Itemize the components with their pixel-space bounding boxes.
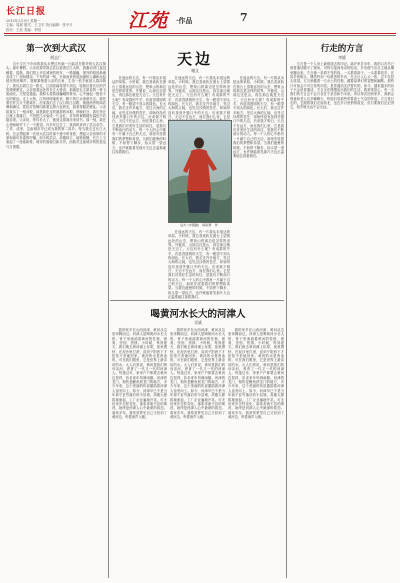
article-author: 胡志广 [50,55,62,60]
section-subtitle: ·作品 [176,16,193,25]
article-author: 谢文 [191,68,199,73]
article-paragraph: 方言是一个人身上最难抹去的印记。离开家乡多年，我的口音早已被普通话磨平了棱角，可每当接到母亲的电话，乡音便不由自主地从嘴里蹦出来。方言像一条看不见的线，一头系着游子，一头系着故乡。在异乡的街头，偶然听到一句熟悉的乡音，总会让人心头一热，忍不住回头张望。方言里藏着一方水土的性格，藏着祖辈们的智慧和幽默。那些只可意会不可言传的词语，是普通话无法替代的。如今，越来越多的孩子只会说普通话，方言正在慢慢淡出我们的生活。我常常担心，有一天我们的方言会不会只存在于录音和书本里。所以每次回到家乡，我都会刻意和老人们多聊聊天，听他们讲那些带着泥土气息的老话。方言是行走的，它跟着我们走南闯北，也在岁月里悄悄改变，但只要我们还记得它，故乡就永远不会走远。 [290,62,394,110]
article-paragraph: 在遥远的天边，有一片我从未抵达的草原。小时候，我总喜欢趴在窗台上望着远处的山峦，想象山的那边是怎样的世界。外婆说，山那边还是山，再往那边就是天边了。天边有什么呢？有成群的牛羊，有蓝得透明的天空，有一眼望不到头的绿色。长大后，我走过许多地方，见过大海的辽阔，也见过沙漠的苍茫，却始终没有找到外婆口中的天边。后来我才明白，天边不在远方，而在我们心里。它是我们对美好生活的向往，是我们不断前行的动力。每一个人的心中都有一片属于自己的天边，那里安放着我们的梦想和希望。当我们疲惫的时候，不妨停下脚步，抬头望一望远方，也许就能看见那片天边正温柔地注视着我们。 [112,76,166,154]
painting-caption: 远方 (中国画) 杨雨青 作 [180,223,218,227]
header-divider [4,33,396,34]
article-title: 天边 [176,50,213,68]
header-divider-thin [4,35,396,36]
section-title: 江苑 [128,10,169,32]
article-body-continued [168,230,230,298]
article-body [112,328,167,578]
column-divider [108,38,109,578]
newspaper-logo: 长江日报 [6,7,47,17]
article-body [6,62,106,578]
article-title: 行走的方言 [320,44,364,54]
article-body-continued [233,76,284,298]
article-paragraph: 我的家乡在山西河津，黄河从这里奔腾而过。河津人是喝黄河水长大的，骨子里流淌着黄河的性格，豪爽、坚韧、热情。小时候，每到夏天，我们就去黄河滩上玩耍，捉鱼摸虾，在泥沙里打滚，直到夕阳西下才依依不舍地回家。黄河的水是浑浊的，可在我们眼里，它是世界上最亲切的水。大人们常说，黄河是我们的母亲河，养育了一代又一代的河津人。每逢过年，家家户户都要去黄河边祭拜，祈求来年风调雨顺。河津的龙门，相传是鲤鱼跃龙门的地方，多少年来，这个美丽的传说激励着河津人奋发向上。如今，河津早已不是当年那个贫穷落后的小县城，高楼大厦拔地而起，工厂企业遍地开花。可无论家乡怎样变化，那条奔流不息的黄河，始终是河津人心中最深的眷恋。离家多年，我常常梦见自己又回到了黄河边，听着涛声入睡。 [112,328,167,419]
page-number: 7 [240,11,248,24]
article-body-continued [170,328,225,578]
article-body-continued [168,76,230,118]
article-paragraph: 我的家乡在山西河津，黄河从这里奔腾而过。河津人是喝黄河水长大的，骨子里流淌着黄河的性格，豪爽、坚韧、热情。小时候，每到夏天，我们就去黄河滩上玩耍，捉鱼摸虾，在泥沙里打滚，直到夕阳西下才依依不舍地回家。黄河的水是浑浊的，可在我们眼里，它是世界上最亲切的水。大人们常说，黄河是我们的母亲河，养育了一代又一代的河津人。每逢过年，家家户户都要去黄河边祭拜，祈求来年风调雨顺。河津的龙门，相传是鲤鱼跃龙门的地方，多少年来，这个美丽的传说激励着河津人奋发向上。如今，河津早已不是当年那个贫穷落后的小县城，高楼大厦拔地而起，工厂企业遍地开花。可无论家乡怎样变化，那条奔流不息的黄河，始终是河津人心中最深的眷恋。离家多年，我常常梦见自己又回到了黄河边，听着涛声入睡。 [170,328,225,419]
article-paragraph: 我的家乡在山西河津，黄河从这里奔腾而过。河津人是喝黄河水长大的，骨子里流淌着黄河的性格，豪爽、坚韧、热情。小时候，每到夏天，我们就去黄河滩上玩耍，捉鱼摸虾，在泥沙里打滚，直到夕阳西下才依依不舍地回家。黄河的水是浑浊的，可在我们眼里，它是世界上最亲切的水。大人们常说，黄河是我们的母亲河，养育了一代又一代的河津人。每逢过年，家家户户都要去黄河边祭拜，祈求来年风调雨顺。河津的龙门，相传是鲤鱼跃龙门的地方，多少年来，这个美丽的传说激励着河津人奋发向上。如今，河津早已不是当年那个贫穷落后的小县城，高楼大厦拔地而起，工厂企业遍地开花。可无论家乡怎样变化，那条奔流不息的黄河，始终是河津人心中最深的眷恋。离家多年，我常常梦见自己又回到了黄河边，听着涛声入睡。 [228,328,284,419]
article-paragraph: 在遥远的天边，有一片我从未抵达的草原。小时候，我总喜欢趴在窗台上望着远处的山峦，想象山的那边是怎样的世界。外婆说，山那边还是山，再往那边就是天边了。天边有什么呢？有成群的牛羊，有蓝得透明的天空，有一眼望不到头的绿色。长大后，我走过许多地方，见过大海的辽阔，也见过沙漠的苍茫，却始终没有找到外婆口中的天边。后来我才明白，天边不在远方，而在我们心里。它是我们对美好生活的向往，是我们不断前行的动力。每一个人的心中都有一片属于自己的天边，那里安放着我们的梦想和希望。当我们疲惫的时候，不妨停下脚步，抬头望一望远方，也许就能看见那片天边正温柔地注视着我们。 [168,230,230,300]
article-paragraph: 自小生长于乡间的我从未想过有朝一日能站在繁华的大武汉街头。那年暑假，父亲说要带我去武汉看看长江大桥，我激动得几夜没睡着。清晨，我们搭上开往城里的班车，一路颠簸，窗外的稻田渐渐变成了厂房和楼房。下车的那一刻，扑面而来的是汹涌的人潮和此起彼伏的吆喝声，我紧紧拽着父亲的衣角，生怕一松手就被人群冲散了。我们沿着江边一路走，江面宽阔得望不到边，轮船拉着长长的汽笛缓缓驶过。父亲指着远处的长江大桥说，那就是毛主席说的一桥飞架南北，天堑变通途。我仰头看着那巍峨的桥身，心中涌起一股说不出的豪迈。走上大桥，江风呼呼地吹来，脚下的江水滚滚东去，我扶着栏杆久久不愿离开。后来我们去了汉口的江汉路，街道两旁的商店琳琅满目，霓虹灯招牌闪烁着五颜六色的光，我看得眼花缭乱。父亲给我买了一根冰棍，那是我吃过的最甜的冰棍。傍晚时分，我们坐在江滩上看落日，夕阳把江水染成一片金红，对岸的黄鹤楼在暮色中若隐若现。父亲说，等你长大了，就到这座城市来读书。那一刻，我在心里暗暗许下了一个愿望。许多年过去了，我真的来到了武汉求学、工作、成家，这座城市早已成为我的第二故乡。每当我走过长江大桥，总会想起第一次到大武汉时那个瘦小的身影，想起父亲宽厚的手掌和那句朴素的叮嘱。如今的武汉，高楼林立，地铁纵横，长江上又架起了一座座新桥，城市的面貌日新月异，而我对这座城市的热爱也与日俱增。 [6,62,106,149]
column-divider [286,38,287,578]
article-paragraph: 在遥远的天边，有一片我从未抵达的草原。小时候，我总喜欢趴在窗台上望着远处的山峦，想象山的那边是怎样的世界。外婆说，山那边还是山，再往那边就是天边了。天边有什么呢？有成群的牛羊，有蓝得透明的天空，有一眼望不到头的绿色。长大后，我走过许多地方，见过大海的辽阔，也见过沙漠的苍茫，却始终没有找到外婆口中的天边。后来我才明白，天边不在远方，而在我们心里。它是我们对美好生活的向往，是我们不断前行的动力。每一个人的心中都有一片属于自己的天边，那里安放着我们的梦想和希望。当我们疲惫的时候，不妨停下脚步，抬头望一望远方，也许就能看见那片天边正温柔地注视着我们。 [233,76,284,159]
article-body [290,62,394,578]
article-author: 吴斌 [194,320,202,325]
meta-line: 校对：王浩 美编：李阳 [6,27,41,32]
article-author: 李媛 [338,55,346,60]
section-divider [110,300,284,301]
issue-meta [6,19,116,32]
painting-image [168,120,232,223]
article-body [112,76,166,298]
article-body-continued [228,328,284,578]
article-title: 喝黄河水长大的河津人 [150,309,246,320]
article-paragraph: 在遥远的天边，有一片我从未抵达的草原。小时候，我总喜欢趴在窗台上望着远处的山峦，想象山的那边是怎样的世界。外婆说，山那边还是山，再往那边就是天边了。天边有什么呢？有成群的牛羊，有蓝得透明的天空，有一眼望不到头的绿色。长大后，我走过许多地方，见过大海的辽阔，也见过沙漠的苍茫，却始终没有找到外婆口中的天边。后来我才明白，天边不在远方，而在我们心里。它是 [168,76,230,120]
article-title: 第一次到大武汉 [26,44,86,54]
meta-line: 主编：周斌 版式：王卫平 执行编辑：张中月 [6,23,73,28]
meta-line: 2015年2月9日 星期一 [6,19,41,23]
